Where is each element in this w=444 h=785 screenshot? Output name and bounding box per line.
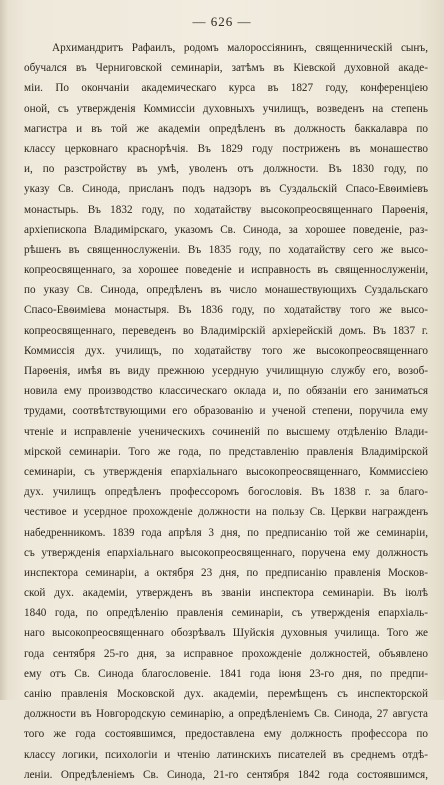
text-line: съ утвержденія епархіальнаго высокопреосвященнаго, поручена ему должность: [24, 546, 428, 559]
text-line: 1840 года, по опредѣленію правленія семинаріи, съ утвержденія епархіаль-: [24, 607, 428, 620]
text-line: новила ему производство классическаго оклада и, по обязаніи его заниматься: [24, 385, 428, 398]
text-line: классу церковнаго краснорѣчія. Въ 1829 году постриженъ въ монашество: [24, 142, 428, 155]
text-line: Коммиссія дух. училищъ, по ходатайству того же высокопреосвященнаго: [24, 344, 428, 357]
text-line: чтеніе и исправленіе ученическихъ сочиненій по высшему отдѣленію Влади-: [24, 425, 428, 438]
text-line: монастырь. Въ 1832 году, по ходатайству высокопреосвященнаго Парѳенія,: [24, 203, 428, 216]
text-line: по указу Св. Синода, опредѣленъ въ число монашествующихъ Суздальскаго: [24, 284, 428, 297]
text-line: рѣшенъ въ священнослуженіи. Въ 1835 году, по ходатайству сего же высо-: [24, 243, 428, 256]
text-line: копреосвященнаго, за хорошее поведеніе и исправность въ священнослуженіи,: [24, 264, 428, 277]
text-line: наго высокопреосвященнаго обозрѣвалъ Шуйскія духовныя училища. Того же: [24, 627, 428, 640]
text-line: ему отъ Св. Синода благословеніе. 1841 года іюня 23-го дня, по предпи-: [24, 667, 428, 680]
text-line: указу Св. Синода, присланъ подъ надзоръ въ Суздальскій Спасо-Евѳиміевъ: [24, 183, 428, 196]
text-line: ской дух. академіи, утвержденъ въ званіи инспектора семинаріи. Въ іюлѣ: [24, 587, 428, 600]
text-line: архіепископа Владимірскаго, указомъ Св. Синода, за хорошее поведеніе, раз-: [24, 223, 428, 236]
text-line: честивое и усердное прохожденіе должности на пользу Св. Церкви награжденъ: [24, 506, 428, 519]
text-line: классу логики, психологіи и чтенію латинскихъ писателей въ среднемъ отдѣ-: [24, 748, 428, 761]
text-line: санію правленія Московской дух. академіи, перемѣщенъ съ инспекторской: [24, 688, 428, 700]
text-line: оной, съ утвержденія Коммиссіи духовныхъ училищъ, возведенъ на степень: [24, 102, 428, 115]
text-line: года сентября 25-го дня, за исправное прохожденіе должностей, объявлено: [24, 647, 428, 660]
text-line: обучался въ Черниговской семинаріи, затѣмъ въ Кіевской духовной акаде-: [24, 62, 428, 75]
text-line: Спасо-Евѳиміева монастыря. Въ 1836 году, по ходатайству того же высо-: [24, 304, 428, 317]
text-line: леніи. Опредѣленіемъ Св. Синода, 21-го сентября 1842 года состоявшимся,: [24, 768, 428, 781]
text-line: магистра и въ той же академіи опредѣленъ въ должность баккалавра по: [24, 122, 428, 135]
body-text: [24, 38, 428, 785]
text-line: того же года состоявшимся, предоставлена ему должность профессора по: [24, 728, 428, 741]
text-line: и, по разстройству въ умѣ, уволенъ отъ должности. Въ 1830 году, по: [24, 163, 428, 176]
text-line: инспектора семинаріи, а октября 23 дня, по предписанію правленія Москов-: [24, 566, 428, 579]
page-number: — 626 —: [192, 14, 252, 29]
binding-shadow: [0, 0, 8, 700]
text-line: трудами, соотвѣтствующими его образованію и ученой степени, поручила ему: [24, 405, 428, 418]
text-line: міи. По окончаніи академическаго курса въ 1827 году, конференціею: [24, 82, 428, 95]
text-line: Парѳенія, имѣя въ виду прежнюю усердную училищную службу его, возоб-: [24, 365, 428, 377]
text-line: набедренникомъ. 1839 года апрѣля 3 дня, по предписанію той же семинаріи,: [24, 526, 428, 539]
text-line: дух. училищъ опредѣленъ профессоромъ богословія. Въ 1838 г. за благо-: [24, 486, 428, 499]
text-line: должности въ Новгородскую семинарію, а опредѣленіемъ Св. Синода, 27 августа: [24, 708, 428, 721]
text-line: семинаріи, съ утвержденія епархіальнаго высокопреосвященнаго, Коммиссіею: [24, 465, 428, 478]
text-line: копреосвященнаго, переведенъ во Владимірскій архіерейскій домъ. Въ 1837 г.: [24, 324, 428, 337]
text-line: Архимандритъ Рафаилъ, родомъ малороссіянинъ, священническій сынъ,: [52, 42, 428, 54]
text-line: мірской семинаріи. Того же года, по представленію правленія Владимірской: [24, 445, 428, 458]
